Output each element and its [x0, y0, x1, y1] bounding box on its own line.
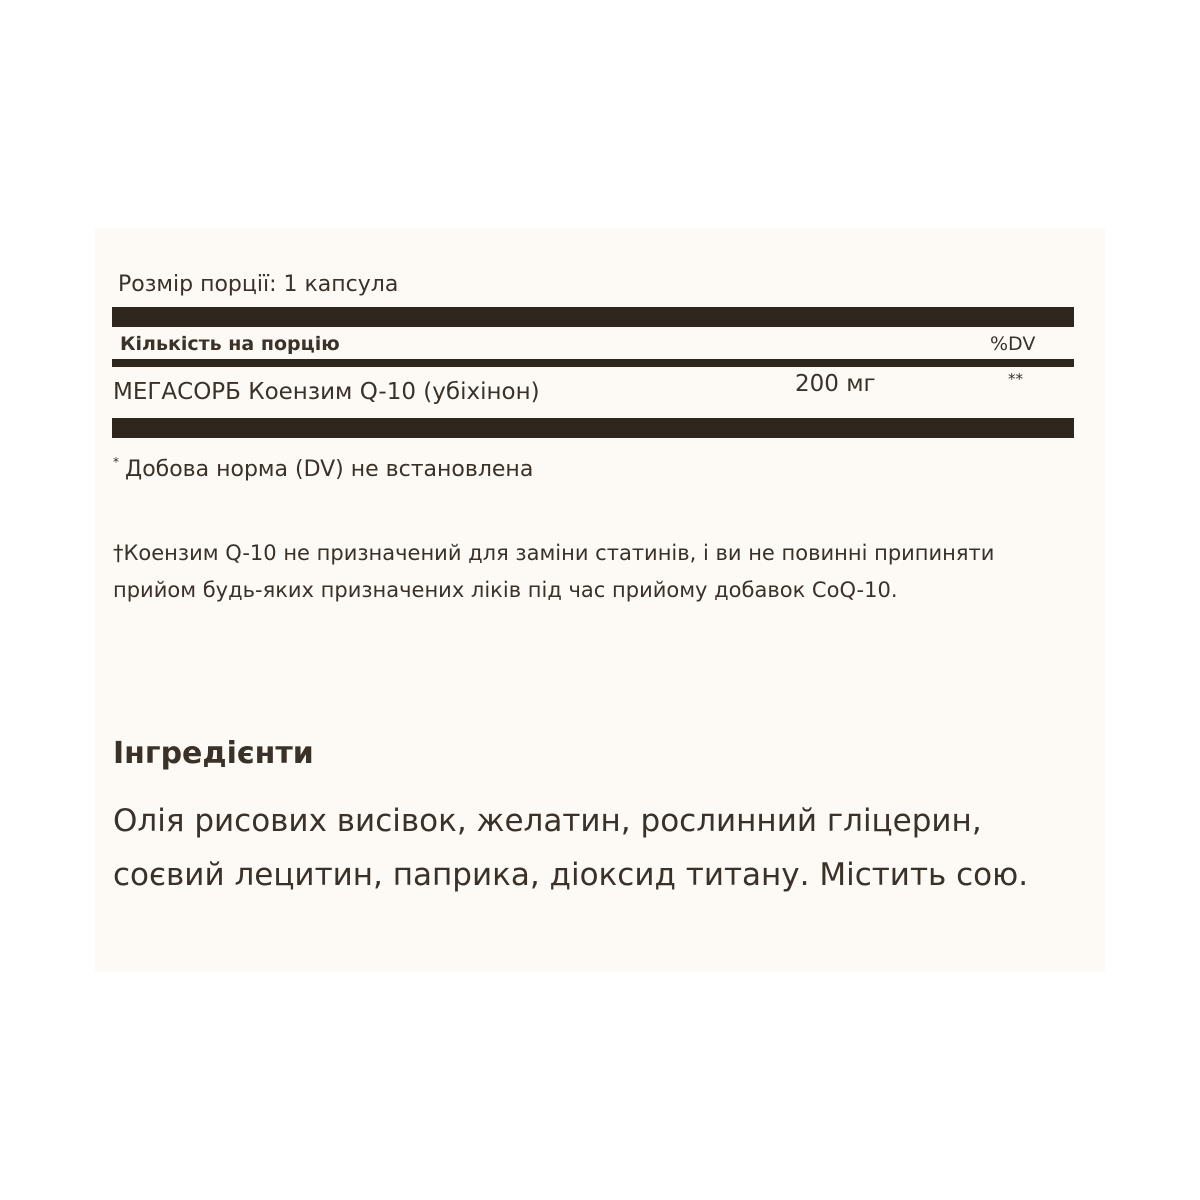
dv-column-header: %DV	[990, 333, 1036, 355]
amount-per-serving-header: Кількість на порцію	[120, 333, 340, 355]
nutrient-dv: **	[1008, 370, 1023, 388]
dv-footnote-text: Добова норма (DV) не встановлена	[125, 457, 534, 482]
thick-divider-bottom	[112, 418, 1074, 438]
nutrient-amount: 200 мг	[795, 371, 876, 397]
nutrient-name: МЕГАСОРБ Коензим Q-10 (убіхінон)	[113, 379, 540, 405]
ingredients-title: Інгредієнти	[113, 736, 314, 771]
statin-disclaimer: †Коензим Q-10 не призначений для заміни статинів, і ви не повинні припиняти прийом будь-яких призначених ліків під час прийому добавок CoQ-10.	[113, 541, 995, 602]
dv-footnote	[113, 457, 533, 482]
medium-divider	[112, 359, 1074, 367]
footnote-mark: *	[113, 455, 119, 469]
serving-size: Розмір порції: 1 капсула	[118, 272, 399, 297]
ingredients-text: Олія рисових висівок, желатин, рослинний гліцерин, соєвий лецитин, паприка, діоксид титану. Містить сою.	[113, 803, 1029, 893]
thick-divider-top	[112, 307, 1074, 327]
